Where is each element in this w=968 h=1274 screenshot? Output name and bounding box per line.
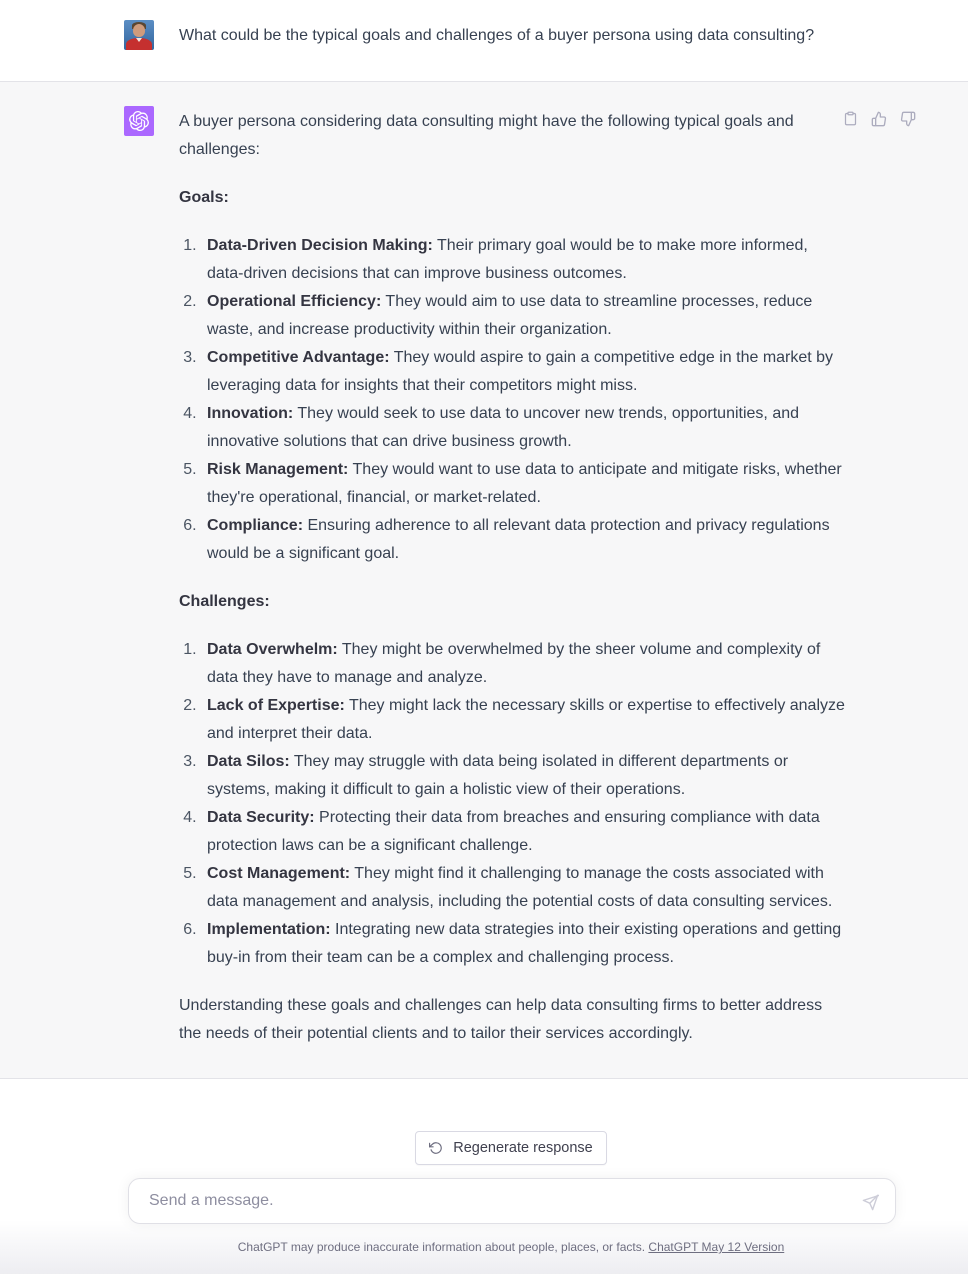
thumbs-down-icon	[900, 115, 916, 130]
copy-button[interactable]	[843, 110, 858, 127]
assistant-message-row	[0, 82, 968, 1079]
assistant-avatar	[124, 106, 154, 136]
list-item: 4. Innovation: They would seek to use data to uncover new trends, opportunities, and innovative solutions that can drive business growth.	[201, 400, 845, 456]
challenges-heading: Challenges:	[179, 593, 270, 610]
user-avatar-face	[133, 24, 145, 37]
message-actions	[843, 110, 916, 127]
composer-section	[0, 1079, 968, 1274]
user-message-row	[0, 0, 968, 82]
user-avatar	[124, 20, 154, 50]
assistant-outro: Understanding these goals and challenges can help data consulting firms to better address the needs of their potential clients and to tailor their services accordingly.	[179, 997, 823, 1042]
list-item: 2. Lack of Expertise: They might lack the necessary skills or expertise to effectively analyze and interpret their data.	[201, 692, 845, 748]
copy-icon	[843, 115, 858, 130]
list-item: 3. Data Silos: They may struggle with data being isolated in different departments or systems, making it difficult to gain a holistic view of their operations.	[201, 748, 845, 804]
openai-logo-icon	[129, 111, 149, 131]
list-item: 1. Data Overwhelm: They might be overwhelmed by the sheer volume and complexity of data they have to manage and analyze.	[201, 636, 845, 692]
goals-heading: Goals:	[179, 189, 229, 206]
list-item: 4. Data Security: Protecting their data from breaches and ensuring compliance with data protection laws can be a significant challenge.	[201, 804, 845, 860]
list-item: 6. Compliance: Ensuring adherence to all relevant data protection and privacy regulations would be a significant goal.	[201, 512, 845, 568]
version-link[interactable]: ChatGPT May 12 Version	[648, 1240, 785, 1254]
regenerate-label: Regenerate response	[453, 1140, 593, 1156]
challenges-list	[179, 636, 845, 972]
footer-disclaimer: ChatGPT may produce inaccurate information about people, places, or facts. ChatGPT May 12 Version	[237, 1240, 785, 1254]
list-item: 5. Risk Management: They would want to use data to anticipate and mitigate risks, whether they're operational, financial, or market-related.	[201, 456, 845, 512]
list-item: 5. Cost Management: They might find it challenging to manage the costs associated with data management and analysis, including the potential costs of data consulting services.	[201, 860, 845, 916]
list-item: 6. Implementation: Integrating new data strategies into their existing operations and getting buy-in from their team can be a complex and challenging process.	[201, 916, 845, 972]
goals-list	[179, 232, 845, 568]
assistant-message-text	[179, 106, 845, 1048]
assistant-intro: A buyer persona considering data consulting might have the following typical goals and challenges:	[179, 113, 794, 158]
list-item: 2. Operational Efficiency: They would aim to use data to streamline processes, reduce waste, and increase productivity within their organization.	[201, 288, 845, 344]
send-icon	[862, 1199, 879, 1214]
refresh-icon	[429, 1141, 443, 1155]
regenerate-button[interactable]	[415, 1131, 606, 1165]
list-item: 1. Data-Driven Decision Making: Their primary goal would be to make more informed, data-driven decisions that can improve business outcomes.	[201, 232, 845, 288]
thumbs-up-icon	[871, 115, 887, 130]
thumbs-down-button[interactable]	[900, 110, 916, 127]
message-input[interactable]	[129, 1179, 895, 1223]
user-message-text: What could be the typical goals and challenges of a buyer persona using data consulting?	[179, 27, 815, 44]
thumbs-up-button[interactable]	[871, 110, 887, 127]
list-item: 3. Competitive Advantage: They would aspire to gain a competitive edge in the market by leveraging data for insights that their competitors might miss.	[201, 344, 845, 400]
send-button[interactable]	[858, 1190, 883, 1215]
message-composer	[128, 1178, 896, 1224]
